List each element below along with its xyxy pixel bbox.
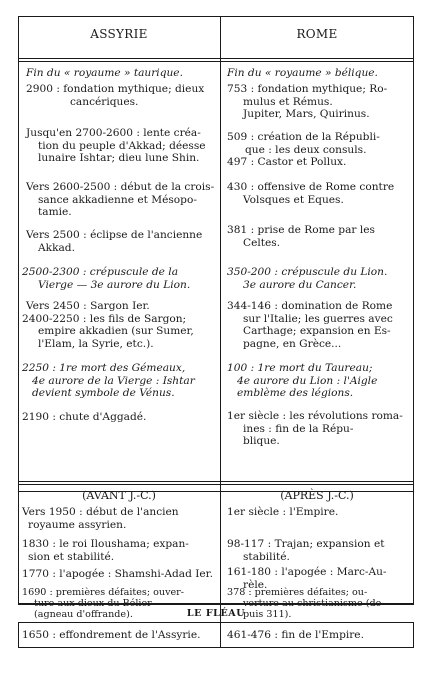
final-right: 461-476 : fin de l'Empire. xyxy=(227,629,364,641)
entry-right-8: 1er siècle : les révolutions roma- ines : fin de la Répu- blique. xyxy=(227,410,403,448)
entry-right-1: 753 : fondation mythique; Ro- mulus et Rémus. Jupiter, Mars, Quirinus. xyxy=(227,83,388,121)
lower-left-0: Vers 1950 : début de l'ancien royaume assyrien. xyxy=(22,506,179,531)
lower-right-3: 378 : premières défaites; ou- verture au christianisme (de- puis 311). xyxy=(227,587,385,620)
lower-left-1: 1830 : le roi Iloushama; expan- sion et stabilité. xyxy=(22,538,189,563)
mid-rule-bottom xyxy=(18,484,414,485)
lower-right-1: 98-117 : Trajan; expansion et stabilité. xyxy=(227,538,385,563)
entry-right-6: 344-146 : domination de Rome sur l'Italie; les guerres avec Carthage; expansion en Es- pagne, en Grèce... xyxy=(227,300,393,350)
entry-right-7: 100 : 1re mort du Taureau; 4e aurore du Lion : l'Aigle emblème des légions. xyxy=(227,362,378,400)
subheader-avant: (AVANT J.-C.) xyxy=(82,489,156,502)
entry-left-1: 2900 : fondation mythique; dieux cancériques. xyxy=(26,83,205,108)
lower-left-3: 1690 : premières défaites; ouver- ture aux dieux du Bélier (agneau d'offrande). xyxy=(22,587,185,620)
entry-left-6: Vers 2450 : Sargon Ier. 2400-2250 : les fils de Sargon; empire akkadien (sur Sumer, l'Elam, la Syrie, etc.). xyxy=(22,300,194,350)
lower-left-2: 1770 : l'apogée : Shamshi-Adad Ier. xyxy=(22,568,213,580)
entry-right-5: 350-200 : crépuscule du Lion. 3e aurore du Cancer. xyxy=(227,266,388,291)
lower-right-2: 161-180 : l'apogée : Marc-Au- rèle. xyxy=(227,566,387,591)
final-row-divider xyxy=(220,622,221,648)
entry-right-2: 509 : création de la Républi- que : les deux consuls. 497 : Castor et Pollux. xyxy=(227,131,380,169)
subheader-apres: (APRÈS J.-C.) xyxy=(280,489,354,502)
header-rule xyxy=(18,58,414,59)
header-rule-double xyxy=(18,61,414,62)
fleau-label: LE FLÉAU xyxy=(186,608,246,619)
entry-right-4: 381 : prise de Rome par les Celtes. xyxy=(227,224,375,249)
header-rome: ROME xyxy=(296,27,338,41)
final-left: 1650 : effondrement de l'Assyrie. xyxy=(22,629,201,641)
entry-right-3: 430 : offensive de Rome contre Volsques et Eques. xyxy=(227,181,395,206)
entry-left-7: 2250 : 1re mort des Gémeaux, 4e aurore de la Vierge : Ishtar devient symbole de Vénus. xyxy=(22,362,195,400)
mid-rule-top xyxy=(18,481,414,482)
entry-left-3: Vers 2600-2500 : début de la crois- sance akkadienne et Mésopo- tamie. xyxy=(26,181,215,219)
header-assyrie: ASSYRIE xyxy=(90,27,148,41)
entry-right-0: Fin du « royaume » bélique. xyxy=(227,67,378,79)
entry-left-5: 2500-2300 : crépuscule de la Vierge — 3e aurore du Lion. xyxy=(22,266,191,291)
entry-left-4: Vers 2500 : éclipse de l'ancienne Akkad. xyxy=(26,229,203,254)
lower-right-0: 1er siècle : l'Empire. xyxy=(227,506,339,518)
entry-left-8: 2190 : chute d'Aggadé. xyxy=(22,411,147,423)
entry-left-2: Jusqu'en 2700-2600 : lente créa- tion du peuple d'Akkad; déesse lunaire Ishtar; dieu lune Shin. xyxy=(26,127,206,165)
entry-left-0: Fin du « royaume » taurique. xyxy=(26,67,183,79)
